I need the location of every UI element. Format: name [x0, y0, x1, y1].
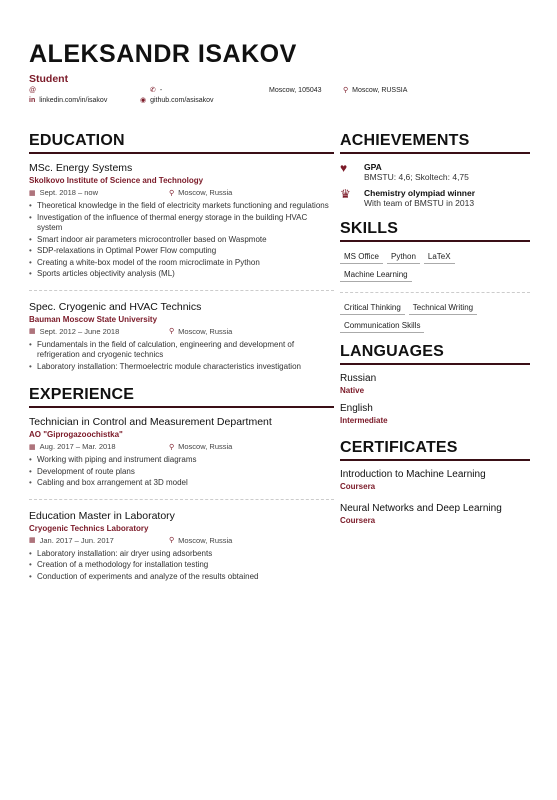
education-entry	[29, 301, 334, 373]
linkedin-item[interactable]	[29, 97, 107, 104]
location-pin-icon: ⚲	[343, 87, 349, 94]
postal-text: Moscow, 105043	[269, 86, 322, 94]
github-link[interactable]: github.com/asisakov	[150, 96, 214, 104]
list-item: • Theoretical knowledge in the field of electricity markets functioning and regulations	[29, 201, 334, 212]
calendar-icon: ▦	[29, 328, 36, 335]
right-column	[340, 132, 530, 537]
experience-entry	[29, 510, 334, 583]
skill-chip: Communication Skills	[340, 319, 424, 333]
github-item[interactable]	[140, 96, 214, 104]
entry-date: Jan. 2017 – Jun. 2017	[39, 535, 114, 545]
certificate-item	[340, 469, 530, 491]
entry-bullets	[29, 340, 334, 373]
list-item: • Creating a white-box model of the room microclimate in Python	[29, 258, 334, 269]
entry-location: Moscow, Russia	[178, 442, 233, 451]
language-level: Intermediate	[340, 416, 388, 425]
certificates-heading: CERTIFICATES	[340, 439, 530, 461]
calendar-icon: ▦	[29, 443, 36, 451]
entry-meta	[29, 442, 334, 451]
skill-chip: LaTeX	[424, 250, 455, 264]
language-name: Russian	[340, 373, 377, 384]
entry-bullets	[29, 455, 334, 489]
skills-group-2	[340, 301, 530, 333]
location-item	[343, 86, 407, 94]
calendar-icon: ▦	[29, 537, 36, 544]
education-entry	[29, 162, 334, 280]
certificate-name: Introduction to Machine Learning	[340, 469, 486, 480]
calendar-icon: ▦	[29, 189, 36, 197]
divider	[29, 499, 334, 500]
location-pin-icon: ⚲	[169, 537, 175, 544]
location-pin-icon: ⚲	[169, 189, 175, 197]
list-item: • SDP-relaxations in Optimal Power Flow computing	[29, 246, 334, 257]
language-item	[340, 373, 530, 395]
email-icon: @	[29, 86, 37, 94]
list-item: • Investigation of the influence of thermal energy storage in the building HVAC system	[29, 213, 334, 234]
left-column	[29, 132, 334, 592]
skill-chip: Critical Thinking	[340, 301, 405, 315]
postal-item	[269, 87, 322, 94]
achievement-item	[340, 162, 530, 182]
entry-meta	[29, 188, 334, 197]
achievement-item	[340, 188, 530, 208]
linkedin-icon: in	[29, 96, 36, 104]
divider	[29, 290, 334, 291]
list-item: • Laboratory installation: air dryer using adsorbents	[29, 549, 334, 560]
certificate-org: Coursera	[340, 482, 376, 491]
experience-entry	[29, 416, 334, 489]
entry-title: Education Master in Laboratory	[29, 509, 175, 522]
list-item: • Sports articles objectivity analysis (ML)	[29, 269, 334, 280]
phone-text: -	[159, 86, 163, 94]
entry-org: Bauman Moscow State University	[29, 314, 158, 324]
languages-heading: LANGUAGES	[340, 343, 530, 365]
skill-chip: Python	[387, 250, 420, 264]
entry-location: Moscow, Russia	[178, 535, 233, 545]
divider	[340, 292, 530, 293]
achievement-desc: BMSTU: 4,6; Skoltech: 4,75	[364, 172, 469, 182]
certificate-name: Neural Networks and Deep Learning	[340, 503, 502, 514]
list-item: • Development of route plans	[29, 467, 334, 478]
entry-title: Technician in Control and Measurement Department	[29, 416, 272, 428]
skill-chip: MS Office	[340, 250, 383, 264]
entry-date: Sept. 2018 – now	[39, 188, 99, 197]
certificate-item	[340, 503, 530, 525]
list-item: • Smart indoor air parameters microcontroller based on Waspmote	[29, 235, 334, 246]
achievement-title: Chemistry olympiad winner	[364, 188, 475, 198]
entry-meta	[29, 536, 334, 545]
entry-bullets	[29, 201, 334, 280]
entry-org: Cryogenic Technics Laboratory	[29, 523, 149, 533]
heartbeat-icon: ♥	[340, 161, 348, 175]
resume-title: Student	[29, 73, 69, 85]
list-item: • Conduction of experiments and analyze of the results obtained	[29, 572, 334, 583]
location-pin-icon: ⚲	[169, 328, 175, 335]
email-item[interactable]	[29, 87, 40, 94]
skill-chip: Machine Learning	[340, 268, 412, 282]
entry-meta	[29, 327, 334, 336]
language-item	[340, 403, 530, 425]
entry-org: AO "Giprogazoochistka"	[29, 430, 123, 439]
location-pin-icon: ⚲	[169, 443, 175, 451]
list-item: • Working with piping and instrument diagrams	[29, 455, 334, 466]
trophy-icon: ♛	[340, 187, 351, 201]
entry-location: Moscow, Russia	[178, 188, 233, 197]
linkedin-link[interactable]: linkedin.com/in/isakov	[39, 96, 108, 104]
github-icon: ◉	[140, 97, 147, 104]
entry-title: MSc. Energy Systems	[29, 162, 133, 174]
location-text: Moscow, RUSSIA	[352, 86, 408, 94]
entry-date: Sept. 2012 – June 2018	[39, 326, 120, 336]
skills-group-1	[340, 250, 530, 282]
entry-bullets	[29, 549, 334, 583]
language-level: Native	[340, 386, 365, 395]
education-heading: EDUCATION	[29, 132, 334, 154]
language-name: English	[340, 403, 373, 414]
list-item: • Laboratory installation: Thermoelectric module characteristics investigation	[29, 362, 334, 373]
entry-location: Moscow, Russia	[178, 326, 233, 336]
phone-icon: ✆	[150, 87, 156, 94]
skill-chip: Technical Writing	[409, 301, 477, 315]
entry-title: Spec. Cryogenic and HVAC Technics	[29, 300, 202, 313]
list-item: • Cabling and box arrangement at 3D model	[29, 478, 334, 489]
list-item: • Fundamentals in the field of calculation, engineering and development of refrigeration and cryogenic technics	[29, 340, 334, 361]
certificate-org: Coursera	[340, 516, 376, 525]
phone-item[interactable]	[150, 86, 162, 94]
list-item: • Creation of a methodology for installation testing	[29, 560, 334, 571]
experience-heading: EXPERIENCE	[29, 386, 334, 408]
entry-org: Skolkovo Institute of Science and Technology	[29, 176, 204, 185]
entry-date: Aug. 2017 – Mar. 2018	[39, 442, 116, 451]
achievement-desc: With team of BMSTU in 2013	[364, 198, 475, 208]
skills-heading: SKILLS	[340, 220, 530, 242]
resume-name: ALEKSANDR ISAKOV	[29, 40, 297, 68]
achievement-title: GPA	[364, 162, 382, 172]
achievements-heading: ACHIEVEMENTS	[340, 132, 530, 154]
